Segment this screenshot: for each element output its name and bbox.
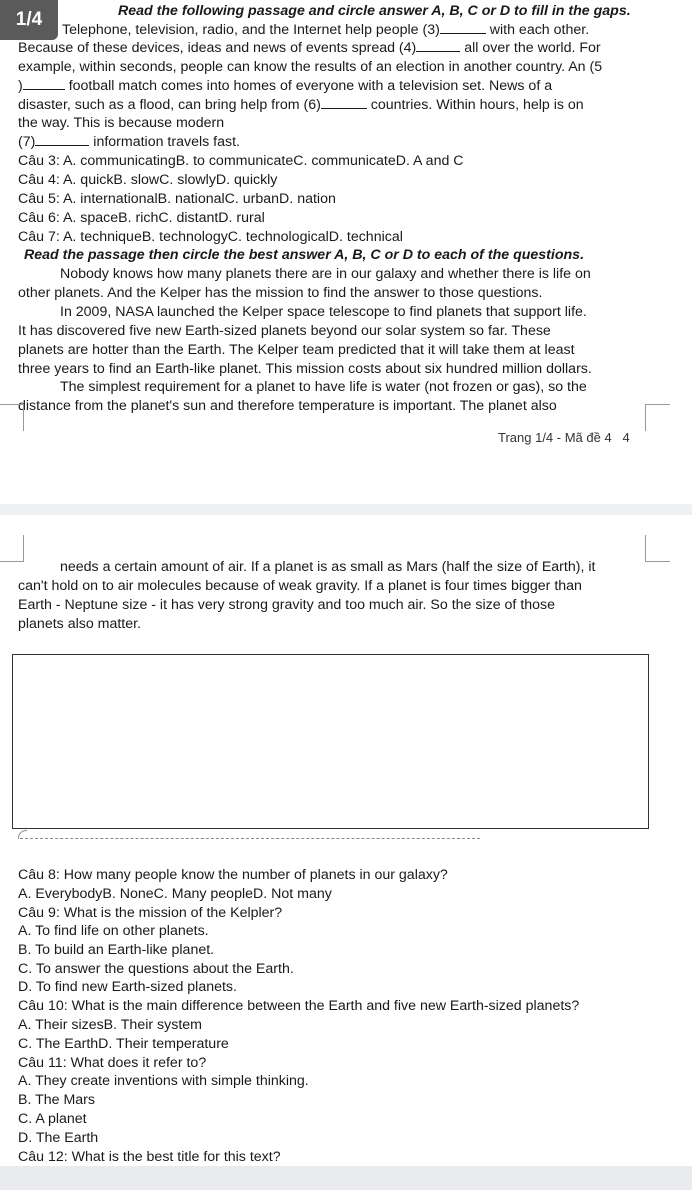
page-badge[interactable]: 1/4 [0, 0, 58, 40]
reading2-a: needs a certain amount of air. If a planet is as small as Mars (half the size of Earth), it [60, 559, 596, 575]
reading-p2b: It has discovered five new Earth-sized planets beyond our solar system so far. These [18, 323, 551, 339]
question-11-option-a[interactable]: A. They create inventions with simple thinking. [18, 1073, 309, 1089]
question-12[interactable]: Câu 12: What is the best title for this text? [18, 1149, 281, 1165]
question-9-option-b[interactable]: B. To build an Earth-like planet. [18, 942, 215, 958]
question-10-options-cd[interactable]: C. The EarthD. Their temperature [18, 1036, 229, 1052]
reading-instruction: Read the passage then circle the best answer A, B, C or D to each of the questions. [24, 247, 585, 263]
reading2-d: planets also matter. [18, 616, 142, 632]
question-9-option-c[interactable]: C. To answer the questions about the Earth. [18, 961, 294, 977]
cloze-line-2: Because of these devices, ideas and news of events spread (4) all over the world. For [18, 40, 601, 56]
gap-6 [321, 108, 367, 109]
answer-box[interactable] [12, 654, 649, 829]
question-11-option-d[interactable]: D. The Earth [18, 1130, 99, 1146]
reading-p2d: three years to find an Earth-like planet. This mission costs about six hundred million dollars. [18, 361, 592, 377]
dashed-divider [20, 838, 480, 839]
question-4[interactable]: Câu 4: A. quickB. slowC. slowlyD. quickly [18, 172, 278, 188]
question-3[interactable]: Câu 3: A. communicatingB. to communicateC. communicateD. A and C [18, 153, 464, 169]
gap-4 [416, 51, 460, 52]
question-9-option-d[interactable]: D. To find new Earth-sized planets. [18, 979, 237, 995]
crop-mark-right [645, 404, 670, 431]
crop-mark-left [0, 404, 24, 431]
cloze-line-6: the way. This is because modern [18, 115, 225, 131]
question-6[interactable]: Câu 6: A. spaceB. richC. distantD. rural [18, 210, 265, 226]
question-11[interactable]: Câu 11: What does it refer to? [18, 1055, 207, 1071]
reading-p1b: other planets. And the Kelper has the mission to find the answer to those questions. [18, 285, 543, 301]
reading-p2c: planets are hotter than the Earth. The Kelper team predicted that it will take them at least [18, 342, 575, 358]
page-1 [0, 0, 692, 504]
question-11-option-b[interactable]: B. The Mars [18, 1092, 96, 1108]
cloze-line-1: Telephone, television, radio, and the Internet help people (3) with each other. [62, 22, 590, 38]
question-11-option-c[interactable]: C. A planet [18, 1111, 87, 1127]
gap-7 [35, 145, 89, 146]
question-8-options[interactable]: A. EverybodyB. NoneC. Many peopleD. Not many [18, 886, 332, 902]
question-9-option-a[interactable]: A. To find life on other planets. [18, 923, 209, 939]
gap-3 [440, 33, 486, 34]
bottom-strip [0, 1166, 692, 1190]
cloze-line-7: (7) information travels fast. [18, 134, 240, 150]
reading-p3a: The simplest requirement for a planet to have life is water (not frozen or gas), so the [60, 379, 587, 395]
reading-p2a: In 2009, NASA launched the Kelper space telescope to find planets that support life. [60, 304, 587, 320]
question-10-options-ab[interactable]: A. Their sizesB. Their system [18, 1017, 202, 1033]
cloze-line-3: example, within seconds, people can know the results of an election in another country. An (5 [18, 59, 603, 75]
question-9[interactable]: Câu 9: What is the mission of the Kelpler? [18, 905, 283, 921]
reading-p3b: distance from the planet's sun and therefore temperature is important. The planet also [18, 398, 557, 414]
reading-p1a: Nobody knows how many planets there are in our galaxy and whether there is life on [60, 266, 591, 282]
gap-5 [23, 89, 65, 90]
reading2-c: Earth - Neptune size - it has very strong gravity and too much air. So the size of those [18, 597, 556, 613]
question-5[interactable]: Câu 5: A. internationalB. nationalC. urbanD. nation [18, 191, 336, 207]
cloze-line-4: ) football match comes into homes of everyone with a television set. News of a [18, 78, 553, 94]
reading2-b: can't hold on to air molecules because of weak gravity. If a planet is four times bigger than [18, 578, 582, 594]
question-8[interactable]: Câu 8: How many people know the number of planets in our galaxy? [18, 867, 448, 883]
header-instruction: Read the following passage and circle answer A, B, C or D to fill in the gaps. [118, 3, 631, 19]
question-7[interactable]: Câu 7: A. techniqueB. technologyC. technologicalD. technical [18, 229, 403, 245]
cloze-line-5: disaster, such as a flood, can bring help from (6) countries. Within hours, help is on [18, 97, 584, 113]
page-footer: Trang 1/4 - Mã đề 4 4 [498, 430, 630, 445]
crop-mark-left-2 [0, 535, 24, 562]
question-10[interactable]: Câu 10: What is the main difference between the Earth and five new Earth-sized planets? [18, 998, 580, 1014]
